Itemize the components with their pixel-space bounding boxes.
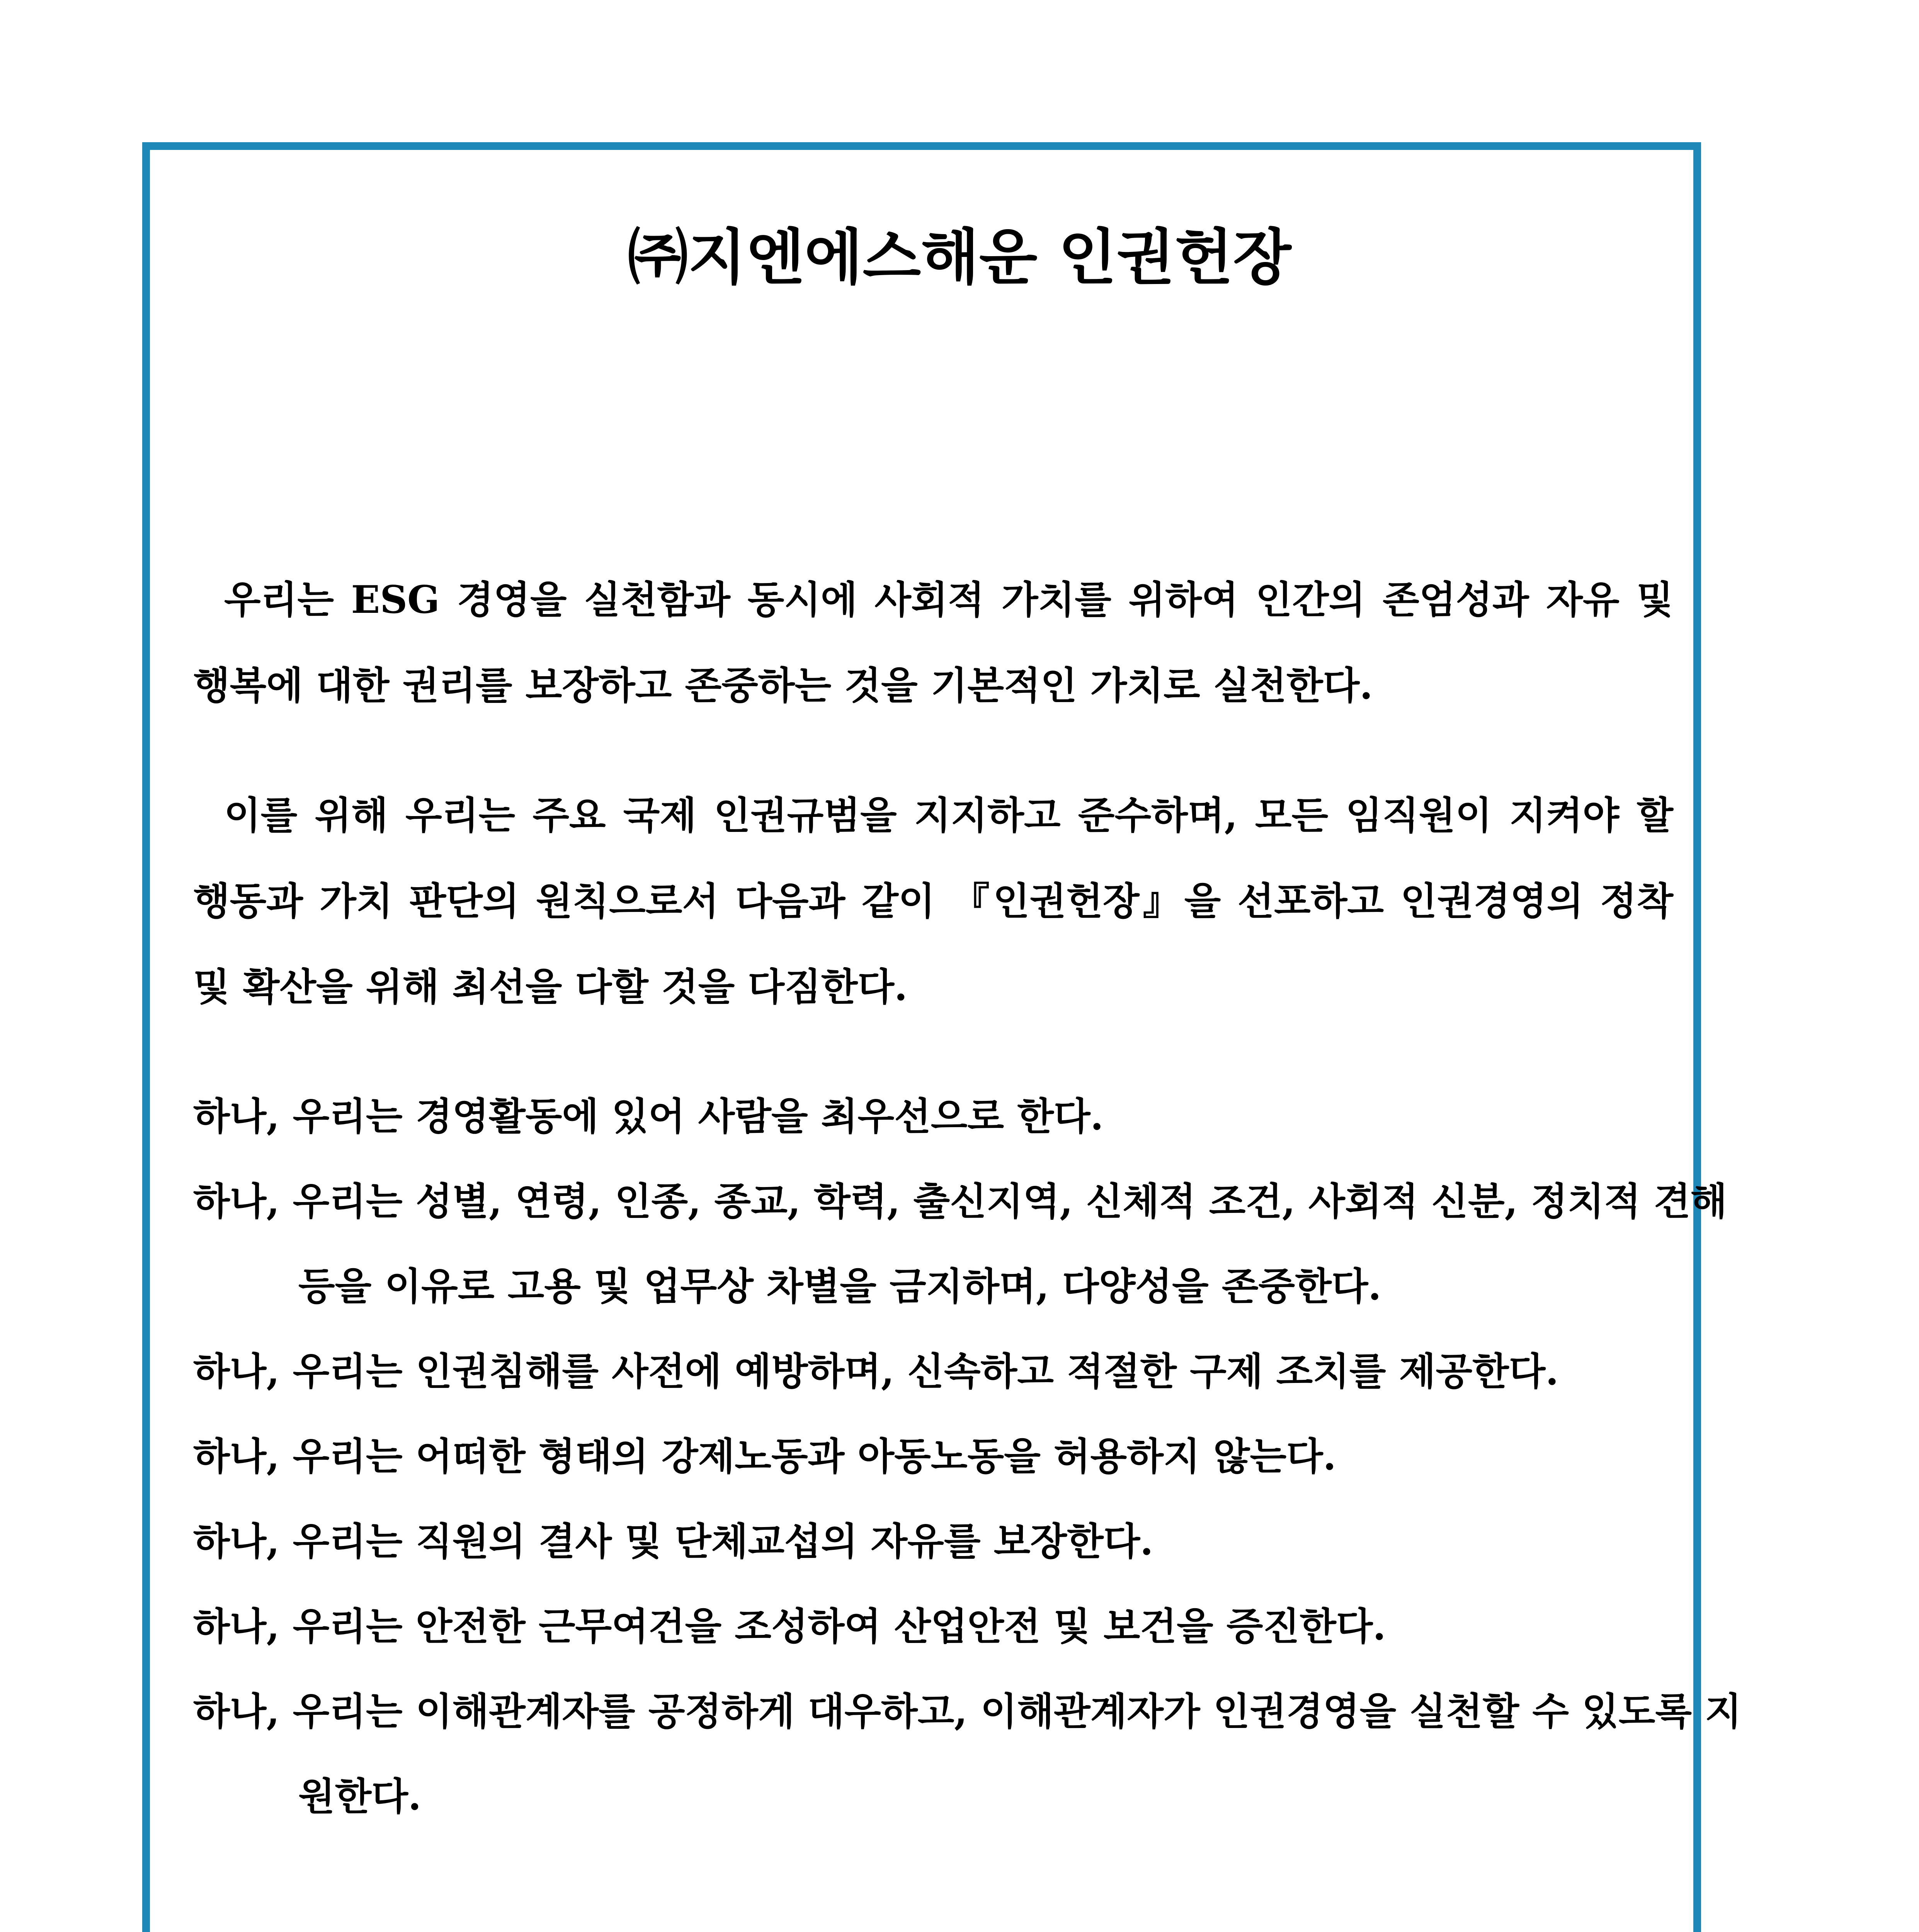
pledge-item: 하나, 우리는 인권침해를 사전에 예방하며, 신속하고 적절한 구제 조치를 제공한다. bbox=[193, 1349, 1559, 1394]
pledge-item: 하나, 우리는 이해관계자를 공정하게 대우하고, 이해관계자가 인권경영을 실천할 수 있도록 지원한다. bbox=[193, 1689, 1742, 1819]
intro-paragraph-1: 우리는 ESG 경영을 실천함과 동시에 사회적 가치를 위하여 인간의 존엄성과 자유 및 행복에 대한 권리를 보장하고 존중하는 것을 기본적인 가치로 실천한다. bbox=[193, 578, 1673, 708]
pledge-list bbox=[193, 1074, 1742, 1839]
pledge-item: 하나, 우리는 어떠한 형태의 강제노동과 아동노동을 허용하지 않는다. bbox=[193, 1434, 1336, 1479]
pledge-item: 하나, 우리는 안전한 근무여건을 조성하여 산업안전 및 보건을 증진한다. bbox=[193, 1604, 1386, 1649]
pledge-item: 하나, 우리는 경영활동에 있어 사람을 최우선으로 한다. bbox=[193, 1094, 1104, 1139]
pledge-item: 하나, 우리는 직원의 결사 및 단체교섭의 자유를 보장한다. bbox=[193, 1519, 1153, 1564]
document-title: ㈜지엔에스해운 인권헌장 bbox=[628, 222, 1291, 293]
pledge-item: 하나, 우리는 성별, 연령, 인종, 종교, 학력, 출신지역, 신체적 조건, 사회적 신분, 정치적 견해 등을 이유로 고용 및 업무상 차별을 금지하며, 다양성을 존중한다. bbox=[193, 1179, 1727, 1309]
intro-paragraph-2: 이를 위해 우리는 주요 국제 인권규범을 지지하고 준수하며, 모든 임직원이 지켜야 할 행동과 가치 판단의 원칙으로서 다음과 같이 『인권헌장』을 선포하고 인권경영의 정착 및 확산을 위해 최선을 다할 것을 다짐한다. bbox=[193, 793, 1673, 1009]
